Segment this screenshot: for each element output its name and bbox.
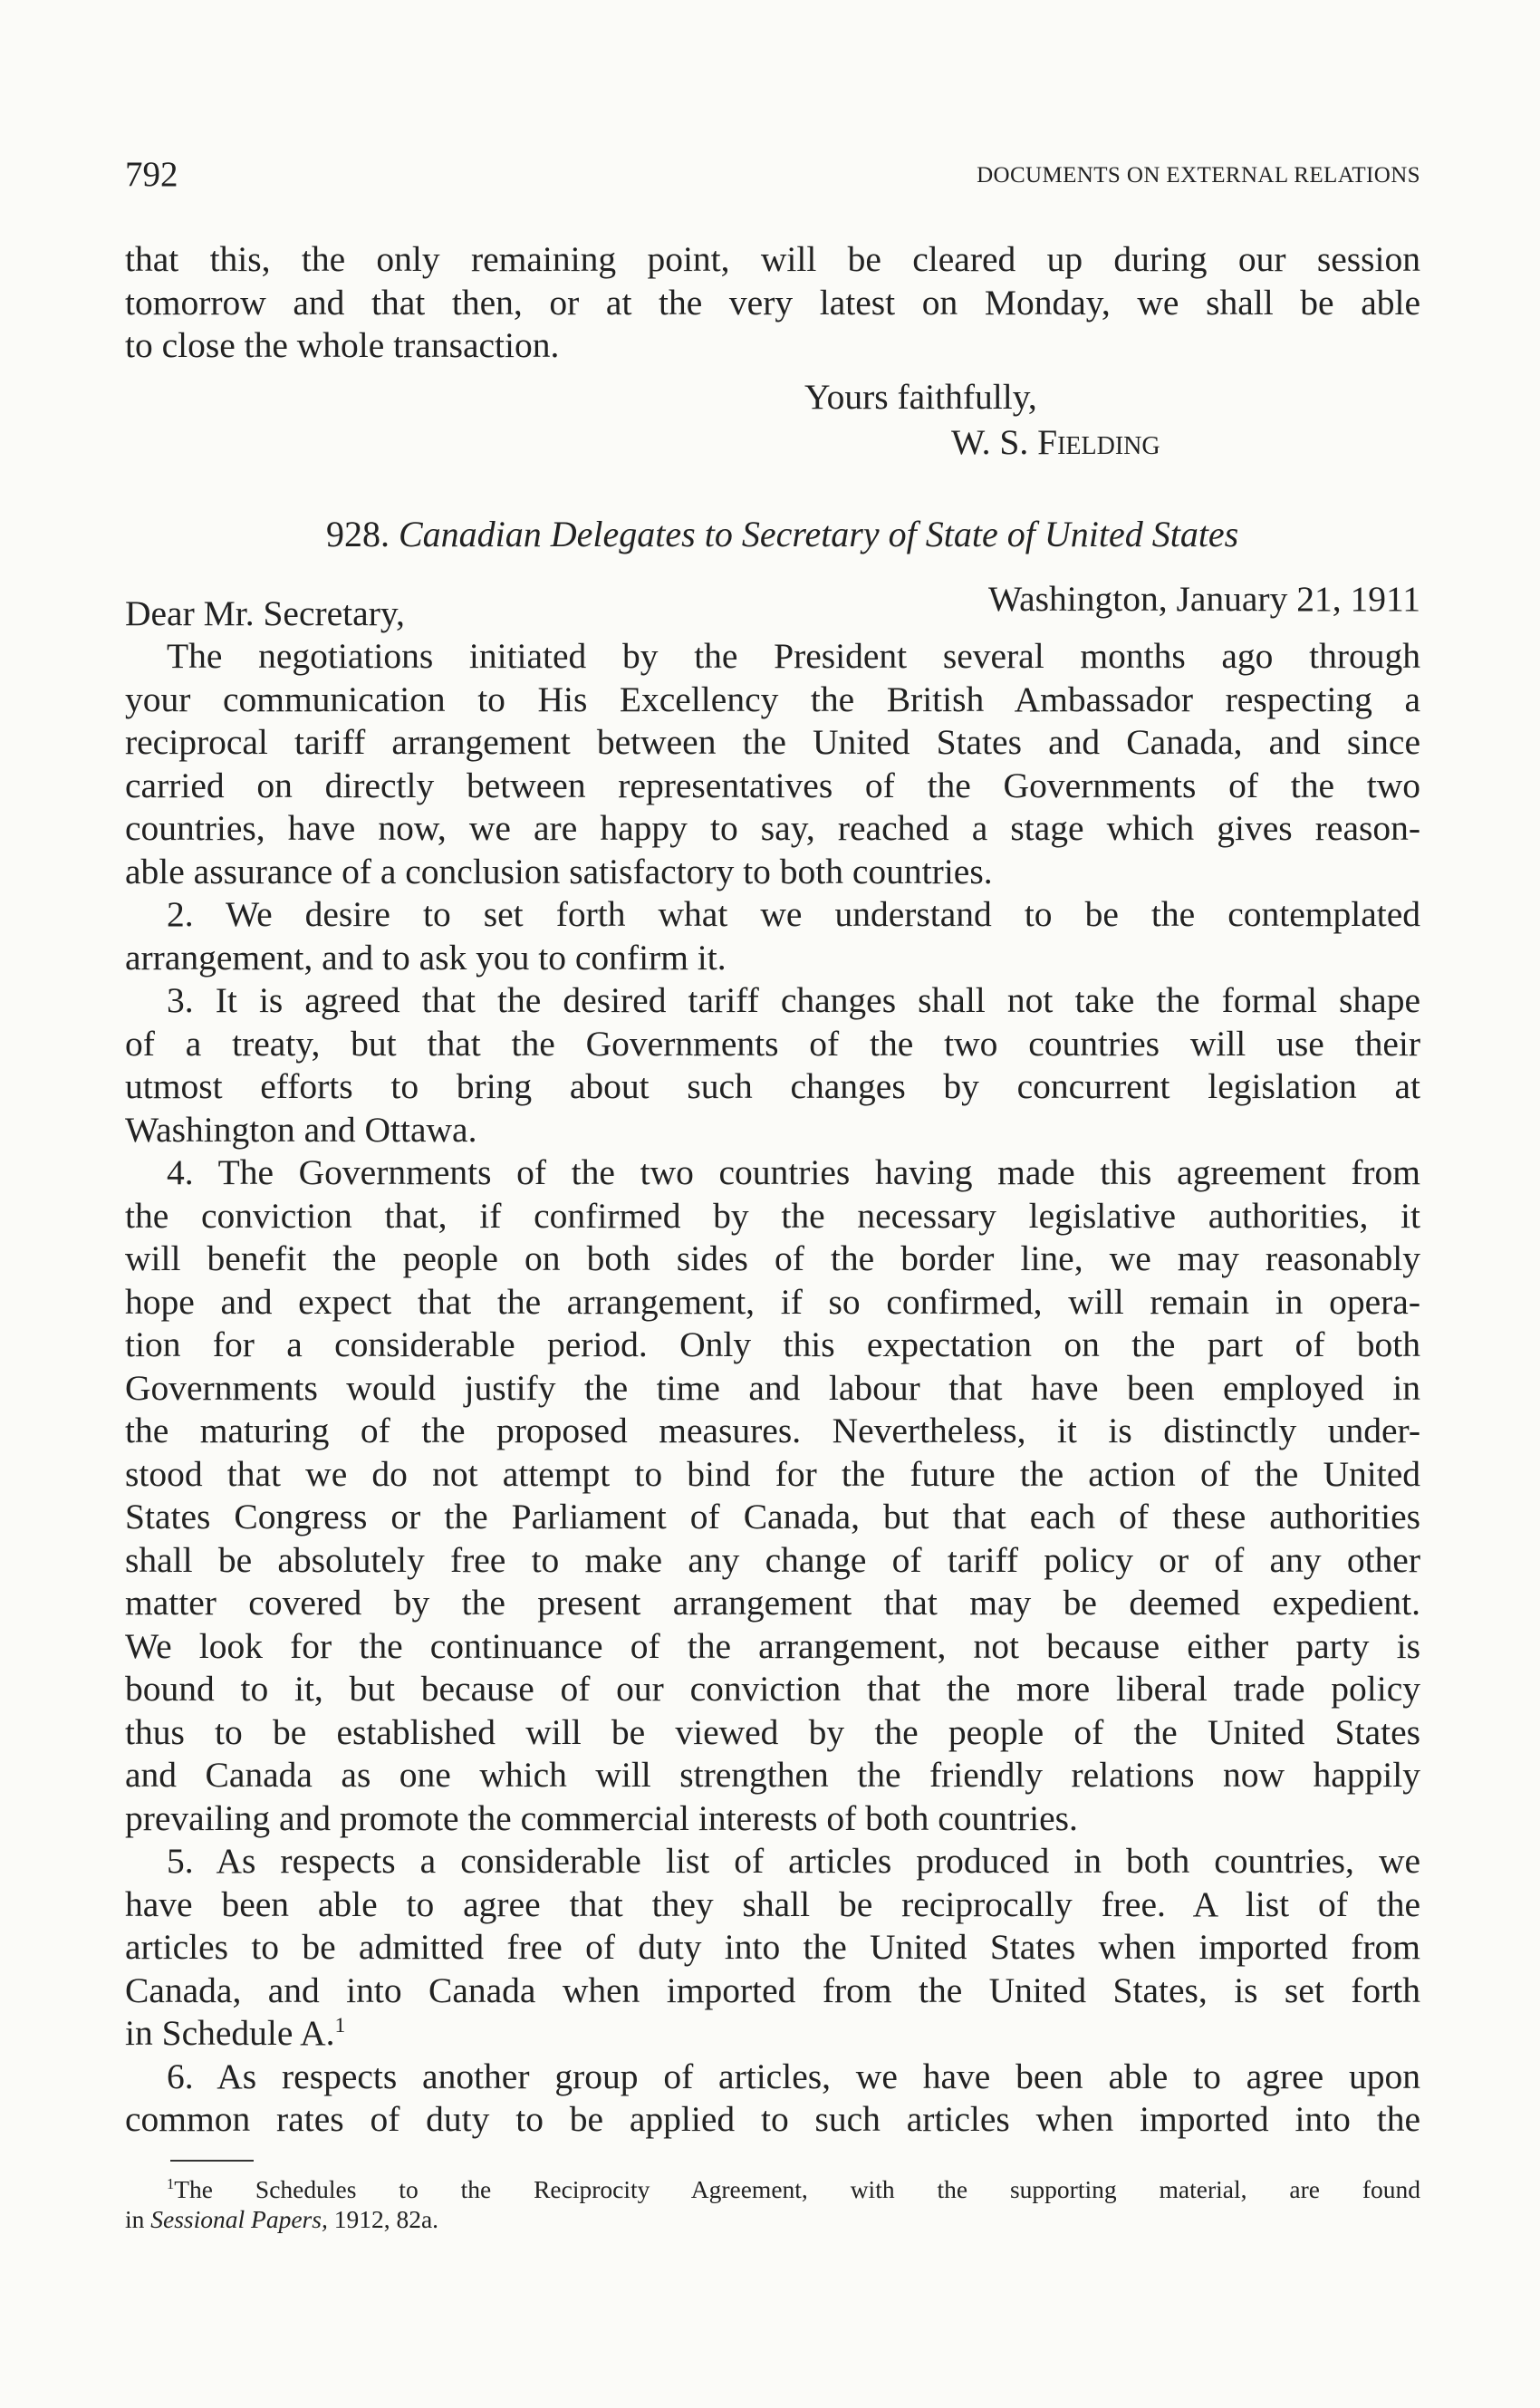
document-heading — [326, 513, 1238, 555]
text-line: Washington and Ottawa. — [125, 1109, 477, 1150]
footnote-marker: 1 — [167, 2174, 175, 2192]
footnote-divider — [170, 2160, 254, 2162]
text-line: utmost efforts to bring about such changes by concurrent legislation at — [125, 1066, 1420, 1106]
text-line: stood that we do not attempt to bind for the future the action of the United — [125, 1453, 1420, 1494]
text-line: arrangement, and to ask you to confirm it. — [125, 937, 727, 978]
footnote-text: in — [125, 2205, 145, 2233]
text-line: able assurance of a conclusion satisfactory to both countries. — [125, 851, 993, 891]
footnote-line — [125, 2174, 1420, 2204]
text-line: tion for a considerable period. Only this expectation on the part of both — [125, 1324, 1420, 1364]
dateline: Washington, January 21, 1911 — [988, 579, 1420, 619]
footnote-text: The Schedules to the Reciprocity Agreement, with the supporting material, are found — [174, 2175, 1420, 2203]
text-line: will benefit the people on both sides of the border line, we may reasonably — [125, 1238, 1420, 1278]
text-line: and Canada as one which will strengthen the friendly relations now happily — [125, 1755, 1420, 1795]
document-title: Canadian Delegates to Secretary of State of United States — [399, 514, 1239, 554]
text-line: countries, have now, we are happy to say, reached a stage which gives reason- — [125, 808, 1420, 848]
text-line: your communication to His Excellency the British Ambassador respecting a — [125, 679, 1420, 719]
text-line: The negotiations initiated by the President several months ago through — [167, 636, 1420, 676]
running-head: DOCUMENTS ON EXTERNAL RELATIONS — [977, 163, 1420, 188]
text-line: 4. The Governments of the two countries having made this agreement from — [167, 1152, 1420, 1192]
text-line: hope and expect that the arrangement, if so confirmed, will remain in opera- — [125, 1281, 1420, 1322]
signature-initials: W. S. — [951, 422, 1029, 462]
letter-closing: Yours faithfully, — [804, 377, 1037, 417]
text-line: articles to be admitted free of duty into the United States when imported from — [125, 1927, 1420, 1967]
footnote-reference[interactable]: 1 — [334, 2013, 346, 2037]
text-line: have been able to agree that they shall be reciprocally free. A list of the — [125, 1883, 1420, 1924]
text-line: matter covered by the present arrangement that may be deemed expedient. — [125, 1583, 1420, 1623]
text-line: 3. It is agreed that the desired tariff changes shall not take the formal shape — [167, 980, 1420, 1020]
text-line: carried on directly between representatives of the Governments of the two — [125, 765, 1420, 805]
text-line: the conviction that, if confirmed by the necessary legislative authorities, it — [125, 1195, 1420, 1236]
text-line: of a treaty, but that the Governments of the two countries will use their — [125, 1023, 1420, 1064]
footnote-line — [125, 2204, 1420, 2234]
text-line: prevailing and promote the commercial interests of both countries. — [125, 1797, 1078, 1838]
text-line: 5. As respects a considerable list of articles produced in both countries, we — [167, 1841, 1420, 1881]
text-line: bound to it, but because of our conviction that the more liberal trade policy — [125, 1669, 1420, 1709]
footnote-text: 1912, 82a. — [333, 2205, 439, 2233]
text-line: tomorrow and that then, or at the very latest on Monday, we shall be able — [125, 282, 1420, 323]
footnote-source: Sessional Papers, — [150, 2205, 328, 2233]
text-line: to close the whole transaction. — [125, 325, 560, 365]
text-line: We look for the continuance of the arrangement, not because either party is — [125, 1625, 1420, 1666]
text-line: Governments would justify the time and labour that have been employed in — [125, 1367, 1420, 1408]
text-line: Canada, and into Canada when imported from the United States, is set forth — [125, 1970, 1420, 2010]
text-line: States Congress or the Parliament of Canada, but that each of these authorities — [125, 1497, 1420, 1536]
text-line: 2. We desire to set forth what we understand to be the contemplated — [167, 894, 1420, 934]
text-line: that this, the only remaining point, will be cleared up during our session — [125, 239, 1420, 279]
text-line: thus to be established will be viewed by the people of the United States — [125, 1711, 1420, 1752]
text-line-content: in Schedule A. — [125, 2013, 335, 2053]
text-line: shall be absolutely free to make any change of tariff policy or of any other — [125, 1539, 1420, 1580]
footnote — [125, 2174, 1420, 2234]
salutation: Dear Mr. Secretary, — [125, 593, 405, 633]
letter-signature — [951, 421, 1160, 465]
carryover-paragraph — [125, 238, 1420, 368]
text-line: reciprocal tariff arrangement between the United States and Canada, and since — [125, 722, 1420, 762]
text-line — [125, 2012, 1420, 2056]
page-header — [125, 154, 1420, 199]
document-number: 928. — [326, 514, 390, 554]
page-number: 792 — [125, 155, 178, 194]
text-line: the maturing of the proposed measures. Nevertheless, it is distinctly under- — [125, 1411, 1420, 1450]
text-line: common rates of duty to be applied to such articles when imported into the — [125, 2099, 1420, 2139]
signature-name: Fielding — [1037, 422, 1160, 462]
letter-body — [125, 635, 1420, 2142]
text-line: 6. As respects another group of articles, we have been able to agree upon — [167, 2056, 1420, 2096]
